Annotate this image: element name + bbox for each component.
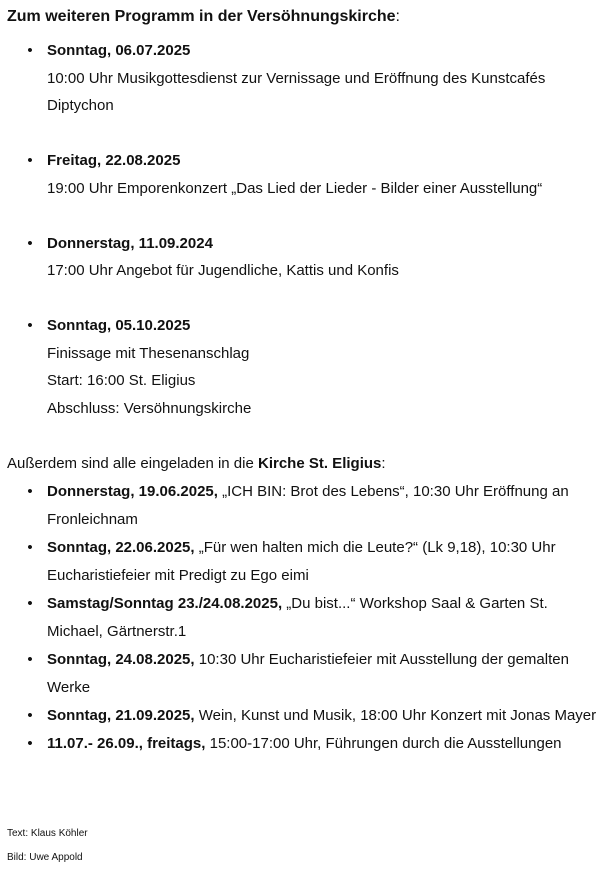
- event-item: [0, 37, 609, 120]
- event-description: 10:00 Uhr Musikgottesdienst zur Vernissage und Eröffnung des Kunstcafés: [47, 69, 546, 87]
- bullet-icon: •: [27, 651, 33, 668]
- eligius-event-date: Sonntag, 24.08.2025,: [47, 651, 195, 668]
- event-date: Sonntag, 05.10.2025: [47, 317, 191, 334]
- bullet-icon: •: [27, 483, 33, 500]
- eligius-event-date: Sonntag, 22.06.2025,: [47, 539, 195, 556]
- event-date: Freitag, 22.08.2025: [47, 152, 181, 169]
- bullet-icon: •: [27, 707, 33, 724]
- eligius-event-list: [0, 478, 609, 758]
- eligius-event-description: 15:00-17:00 Uhr, Führungen durch die Ausstellungen: [205, 735, 562, 752]
- text-credit: Text: Klaus Köhler: [7, 828, 88, 839]
- eligius-event-description: „ICH BIN: Brot des Lebens“, 10:30 Uhr Eröffnung an Fronleichnam: [47, 483, 569, 528]
- eligius-event-date: Donnerstag, 19.06.2025,: [47, 483, 218, 500]
- eligius-event-description: Wein, Kunst und Musik, 18:00 Uhr Konzert mit Jonas Mayer: [194, 707, 597, 724]
- intro-prefix: Außerdem sind alle eingeladen in die: [7, 455, 258, 472]
- bullet-icon: •: [27, 735, 33, 752]
- event-description: 17:00 Uhr Angebot für Jugendliche, Kattis und Konfis: [47, 262, 399, 279]
- eligius-event-description: „Du bist...“ Workshop Saal & Garten St. Michael, Gärtnerstr.1: [47, 595, 548, 640]
- eligius-event-item: [0, 534, 609, 590]
- bullet-icon: •: [27, 152, 33, 169]
- eligius-event-date: Sonntag, 21.09.2025,: [47, 707, 195, 724]
- eligius-event-item: [0, 730, 609, 758]
- event-item: [0, 230, 609, 285]
- event-item: [0, 312, 609, 422]
- intro-colon: :: [381, 455, 386, 472]
- heading-colon: :: [395, 8, 400, 25]
- event-description: Start: 16:00 St. Eligius: [47, 372, 196, 389]
- eligius-event-item: [0, 702, 609, 730]
- event-description: Finissage mit Thesenanschlag: [47, 344, 250, 362]
- eligius-event-item: [0, 590, 609, 646]
- event-date: Sonntag, 06.07.2025: [47, 42, 191, 59]
- eligius-event-description: 10:30 Uhr Eucharistiefeier mit Ausstellung der gemalten Werke: [47, 651, 569, 696]
- event-description: Abschluss: Versöhnungskirche: [47, 399, 252, 417]
- heading-text: Zum weiteren Programm in der Versöhnungskirche: [7, 8, 396, 25]
- eligius-event-date: Samstag/Sonntag 23./24.08.2025,: [47, 595, 283, 612]
- event-item: [0, 147, 609, 202]
- eligius-event-date: 11.07.- 26.09., freitags,: [47, 735, 206, 752]
- event-description: Diptychon: [47, 97, 114, 114]
- eligius-event-item: [0, 646, 609, 702]
- bullet-icon: •: [27, 42, 33, 59]
- image-credit: Bild: Uwe Appold: [7, 852, 83, 863]
- versoehnungskirche-event-list: [0, 37, 609, 422]
- event-date: Donnerstag, 11.09.2024: [47, 234, 213, 252]
- bullet-icon: •: [27, 234, 33, 252]
- bullet-icon: •: [27, 595, 33, 612]
- bullet-icon: •: [27, 539, 33, 556]
- bullet-icon: •: [27, 317, 33, 334]
- credits: [7, 822, 88, 870]
- intro-church-name: Kirche St. Eligius: [258, 455, 382, 472]
- eligius-event-item: [0, 478, 609, 534]
- eligius-intro: [7, 450, 386, 477]
- section-heading: [7, 6, 400, 28]
- event-description: 19:00 Uhr Emporenkonzert „Das Lied der Lieder - Bilder einer Ausstellung“: [47, 179, 543, 197]
- eligius-event-description: „Für wen halten mich die Leute?“ (Lk 9,18), 10:30 Uhr Eucharistiefeier mit Predigt zu Ego eimi: [47, 539, 556, 584]
